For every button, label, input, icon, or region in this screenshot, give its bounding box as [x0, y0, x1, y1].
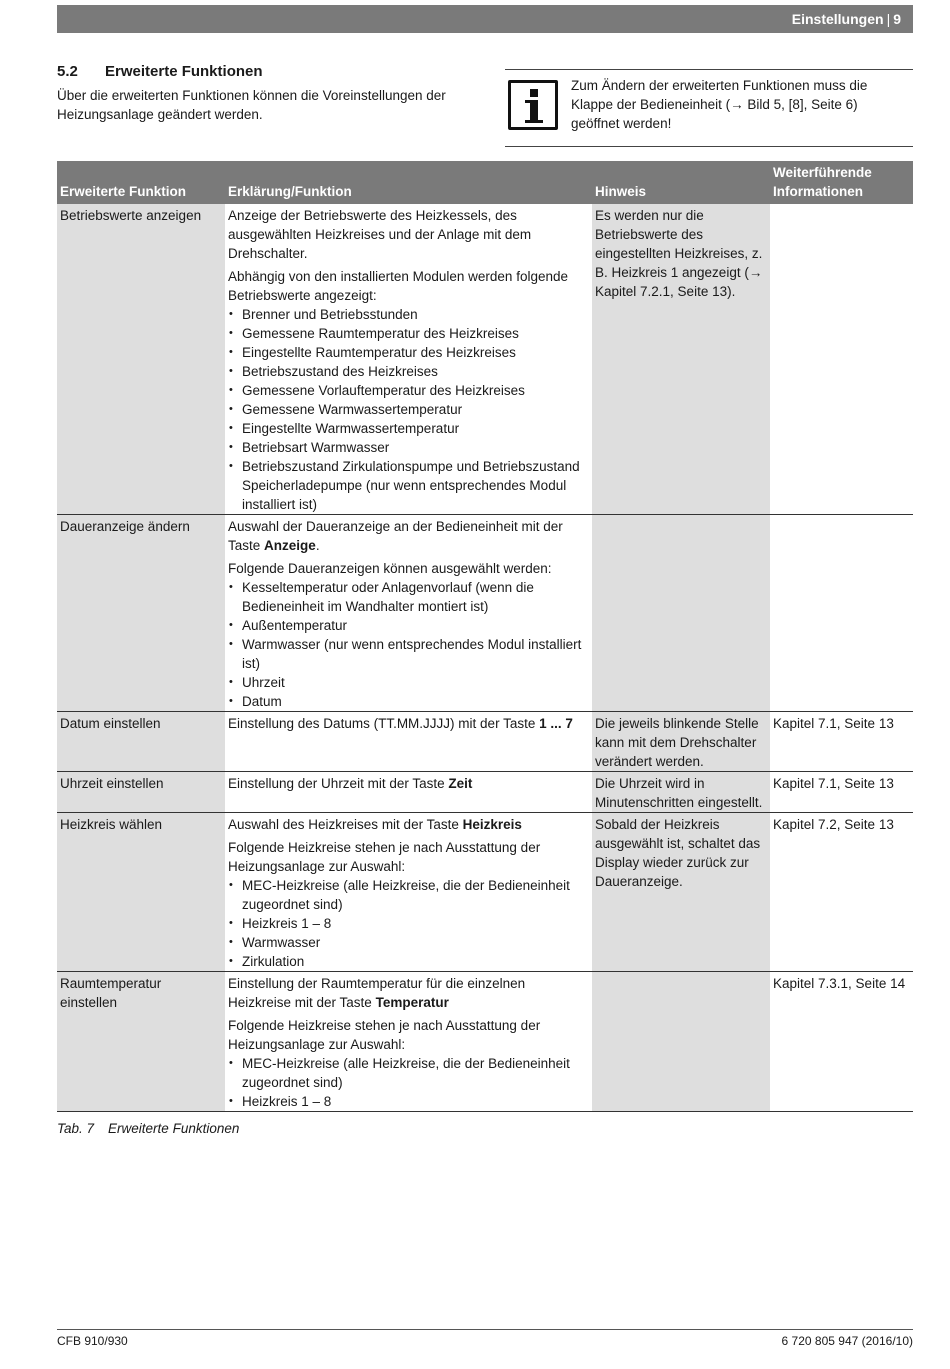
section-intro	[57, 63, 467, 124]
list-item: • Warmwasser (nur wenn entsprechendes Modul installiert ist)	[228, 635, 589, 673]
explanation-text-part: Auswahl der Daueranzeige an der Bedieneinheit mit der Taste	[228, 519, 563, 553]
bullet-list	[228, 305, 589, 514]
list-item: • Betriebsart Warmwasser	[228, 438, 589, 457]
explanation-cell	[225, 515, 592, 712]
explanation-text-part: Einstellung des Datums (TT.MM.JJJJ) mit der Taste	[228, 716, 536, 731]
list-item: • Außentemperatur	[228, 616, 589, 635]
note-cell	[592, 515, 770, 712]
list-item: • MEC-Heizkreise (alle Heizkreise, die der Bedieneinheit zugeordnet sind)	[228, 876, 589, 914]
info-cell: Kapitel 7.3.1, Seite 14	[770, 972, 913, 1112]
table-row	[57, 204, 913, 515]
explanation-text	[228, 974, 589, 1012]
table-row	[57, 712, 913, 772]
explanation-text	[228, 714, 589, 733]
list-item: • Warmwasser	[228, 933, 589, 952]
column-header: Erklärung/Funktion	[225, 161, 592, 204]
info-text: Zum Ändern der erweiterten Funktionen muss die Klappe der Bedieneinheit (→ Bild 5, [8], Seite 6) geöffnet werden!	[571, 78, 868, 131]
list-item: • Eingestellte Raumtemperatur des Heizkreises	[228, 343, 589, 362]
list-item: • MEC-Heizkreise (alle Heizkreise, die der Bedieneinheit zugeordnet sind)	[228, 1054, 589, 1092]
function-cell: Raumtemperatur einstellen	[57, 972, 225, 1112]
explanation-cell	[225, 204, 592, 515]
list-item: • Brenner und Betriebsstunden	[228, 305, 589, 324]
table-row	[57, 972, 913, 1112]
list-item: • Heizkreis 1 – 8	[228, 914, 589, 933]
info-icon	[508, 80, 558, 130]
functions-table	[57, 161, 913, 1112]
function-cell: Daueranzeige ändern	[57, 515, 225, 712]
list-item: • Heizkreis 1 – 8	[228, 1092, 589, 1111]
explanation-text: Anzeige der Betriebswerte des Heizkessels, des ausgewählten Heizkreises und der Anlage mit dem Drehschalter.	[228, 208, 532, 261]
function-cell: Uhrzeit einstellen	[57, 772, 225, 813]
section-title: Erweiterte Funktionen	[105, 63, 263, 80]
explanation-text-part: Einstellung der Raumtemperatur für die einzelnen Heizkreise mit der Taste	[228, 976, 526, 1010]
note-cell	[592, 972, 770, 1112]
table-caption	[57, 1121, 239, 1136]
column-header: Weiterführende Informationen	[770, 161, 913, 204]
info-cell: Kapitel 7.1, Seite 13	[770, 712, 913, 772]
key-label: Anzeige	[264, 538, 316, 553]
explanation-text	[228, 517, 589, 555]
note-cell: Es werden nur die Betriebswerte des eingestellten Heizkreises, z. B. Heizkreis 1 angezeigt (→ Kapitel 7.2.1, Seite 13).	[592, 204, 770, 515]
table-row	[57, 515, 913, 712]
note-cell: Die Uhrzeit wird in Minutenschritten eingestellt.	[592, 772, 770, 813]
list-item: • Kesseltemperatur oder Anlagenvorlauf (wenn die Bedieneinheit im Wandhalter montiert ist)	[228, 578, 589, 616]
table-number: Tab. 7	[57, 1121, 95, 1136]
bullet-list	[228, 578, 589, 711]
explanation-cell	[225, 813, 592, 972]
function-cell: Heizkreis wählen	[57, 813, 225, 972]
explanation-cell	[225, 712, 592, 772]
info-cell	[770, 515, 913, 712]
header-title: Einstellungen	[791, 11, 884, 27]
key-label: Heizkreis	[462, 817, 522, 832]
explanation-text: Folgende Heizkreise stehen je nach Ausstattung der Heizungsanlage zur Auswahl:	[228, 1018, 541, 1052]
column-header: Hinweis	[592, 161, 770, 204]
bullet-list	[228, 1054, 589, 1111]
page-header	[57, 5, 913, 33]
explanation-cell	[225, 772, 592, 813]
explanation-text	[228, 774, 589, 793]
table-row	[57, 813, 913, 972]
caption-text: Erweiterte Funktionen	[108, 1121, 240, 1136]
list-item: • Zirkulation	[228, 952, 589, 971]
section-intro-text: Über die erweiterten Funktionen können die Voreinstellungen der Heizungsanlage geändert werden.	[57, 88, 446, 122]
explanation-text-part: Einstellung der Uhrzeit mit der Taste	[228, 776, 445, 791]
explanation-text	[228, 815, 589, 834]
key-label: 1 ... 7	[539, 716, 573, 731]
note-cell: Die jeweils blinkende Stelle kann mit dem Drehschalter verändert werden.	[592, 712, 770, 772]
column-header: Erweiterte Funktion	[57, 161, 225, 204]
list-item: • Uhrzeit	[228, 673, 589, 692]
punctuation: .	[315, 538, 320, 553]
function-cell: Datum einstellen	[57, 712, 225, 772]
info-cell: Kapitel 7.1, Seite 13	[770, 772, 913, 813]
list-item: • Eingestellte Warmwassertemperatur	[228, 419, 589, 438]
page-number: 9	[893, 11, 901, 27]
function-cell: Betriebswerte anzeigen	[57, 204, 225, 515]
footer-doc-number: 6 720 805 947 (2016/10)	[781, 1334, 913, 1348]
list-item: • Betriebszustand des Heizkreises	[228, 362, 589, 381]
list-item: • Betriebszustand Zirkulationspumpe und Betriebszustand Speicherladepumpe (nur wenn entsprechendes Modul installiert ist)	[228, 457, 589, 514]
info-cell	[770, 204, 913, 515]
list-item: • Gemessene Vorlauftemperatur des Heizkreises	[228, 381, 589, 400]
explanation-text: Folgende Heizkreise stehen je nach Ausstattung der Heizungsanlage zur Auswahl:	[228, 840, 541, 874]
list-item: • Gemessene Warmwassertemperatur	[228, 400, 589, 419]
page-footer	[57, 1329, 913, 1348]
info-box	[505, 69, 913, 147]
bullet-list	[228, 876, 589, 971]
key-label: Zeit	[448, 776, 473, 791]
header-separator: |	[886, 11, 891, 27]
explanation-text-part: Auswahl des Heizkreises mit der Taste	[228, 817, 459, 832]
explanation-text: Abhängig von den installierten Modulen werden folgende Betriebswerte angezeigt:	[228, 269, 568, 303]
explanation-cell	[225, 972, 592, 1112]
info-cell: Kapitel 7.2, Seite 13	[770, 813, 913, 972]
list-item: • Gemessene Raumtemperatur des Heizkreises	[228, 324, 589, 343]
list-item: • Datum	[228, 692, 589, 711]
table-row	[57, 772, 913, 813]
explanation-text: Folgende Daueranzeigen können ausgewählt werden:	[228, 561, 552, 576]
note-cell: Sobald der Heizkreis ausgewählt ist, schaltet das Display wieder zurück zur Daueranzeige.	[592, 813, 770, 972]
section-heading	[57, 63, 467, 80]
footer-product: CFB 910/930	[57, 1334, 128, 1348]
section-number: 5.2	[57, 63, 78, 80]
key-label: Temperatur	[375, 995, 449, 1010]
table-header-row	[57, 161, 913, 204]
